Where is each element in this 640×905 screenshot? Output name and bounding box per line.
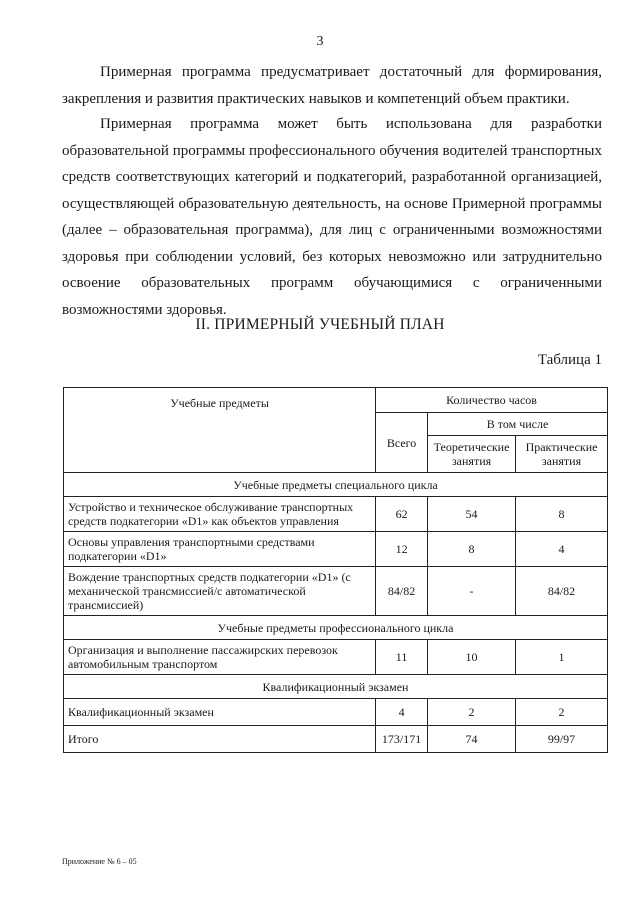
subject-name: Организация и выполнение пассажирских перевозок автомобильным транспортом (64, 640, 376, 675)
table-header-row (64, 388, 608, 413)
hours-theory: 10 (428, 640, 516, 675)
header-hours: Количество часов (376, 388, 608, 413)
section-heading: II. ПРИМЕРНЫЙ УЧЕБНЫЙ ПЛАН (195, 316, 445, 333)
hours-theory: 2 (428, 699, 516, 726)
hours-practice: 2 (516, 699, 608, 726)
table-row (64, 532, 608, 567)
header-practice: Практические занятия (516, 436, 608, 473)
total-row (64, 726, 608, 753)
hours-practice: 1 (516, 640, 608, 675)
hours-theory: 74 (428, 726, 516, 753)
section-title: Квалификационный экзамен (64, 675, 608, 699)
header-theory: Теоретические занятия (428, 436, 516, 473)
section-row (64, 675, 608, 699)
hours-practice: 4 (516, 532, 608, 567)
hours-practice: 8 (516, 497, 608, 532)
header-total: Всего (376, 413, 428, 473)
subject-name: Устройство и техническое обслуживание транспортных средств подкатегории «D1» как объектов управления (64, 497, 376, 532)
table-row (64, 497, 608, 532)
header-subjects: Учебные предметы (64, 388, 376, 473)
subject-name: Квалификационный экзамен (64, 699, 376, 726)
hours-practice: 99/97 (516, 726, 608, 753)
table-row (64, 640, 608, 675)
section-title: Учебные предметы профессионального цикла (64, 616, 608, 640)
table-row (64, 567, 608, 616)
paragraph-1: Примерная программа предусматривает достаточный для формирования, закрепления и развития практических навыков и компетенций объем практики. (62, 64, 602, 107)
hours-total: 62 (376, 497, 428, 532)
section-row (64, 473, 608, 497)
hours-theory: - (428, 567, 516, 616)
curriculum-table (63, 387, 608, 753)
footer-note: Приложение № 6 – 05 (62, 857, 137, 866)
hours-total: 12 (376, 532, 428, 567)
paragraph-2: Примерная программа может быть использована для разработки образовательной программы профессионального обучения водителей транспортных средств соответствующих категорий и подкатегорий, разработанной организацией, осуществляющей образовательную деятельность, на основе Примерной программы (далее – образовательная программа), для лиц с ограниченными возможностями здоровья при соблюдении условий, без которых невозможно или затруднительно освоение образовательных программ обучающимися с ограниченными возможностями здоровья. (62, 116, 602, 318)
subject-name: Вождение транспортных средств подкатегории «D1» (с механической трансмиссией/с автоматической трансмиссией) (64, 567, 376, 616)
table-row (64, 699, 608, 726)
hours-total: 4 (376, 699, 428, 726)
page-number: 3 (316, 34, 324, 49)
section-row (64, 616, 608, 640)
table-caption: Таблица 1 (537, 352, 602, 368)
header-including: В том числе (428, 413, 608, 436)
hours-theory: 54 (428, 497, 516, 532)
hours-total: 84/82 (376, 567, 428, 616)
hours-total: 173/171 (376, 726, 428, 753)
hours-practice: 84/82 (516, 567, 608, 616)
hours-total: 11 (376, 640, 428, 675)
subject-name: Основы управления транспортными средствами подкатегории «D1» (64, 532, 376, 567)
section-title: Учебные предметы специального цикла (64, 473, 608, 497)
hours-theory: 8 (428, 532, 516, 567)
total-label: Итого (64, 726, 376, 753)
